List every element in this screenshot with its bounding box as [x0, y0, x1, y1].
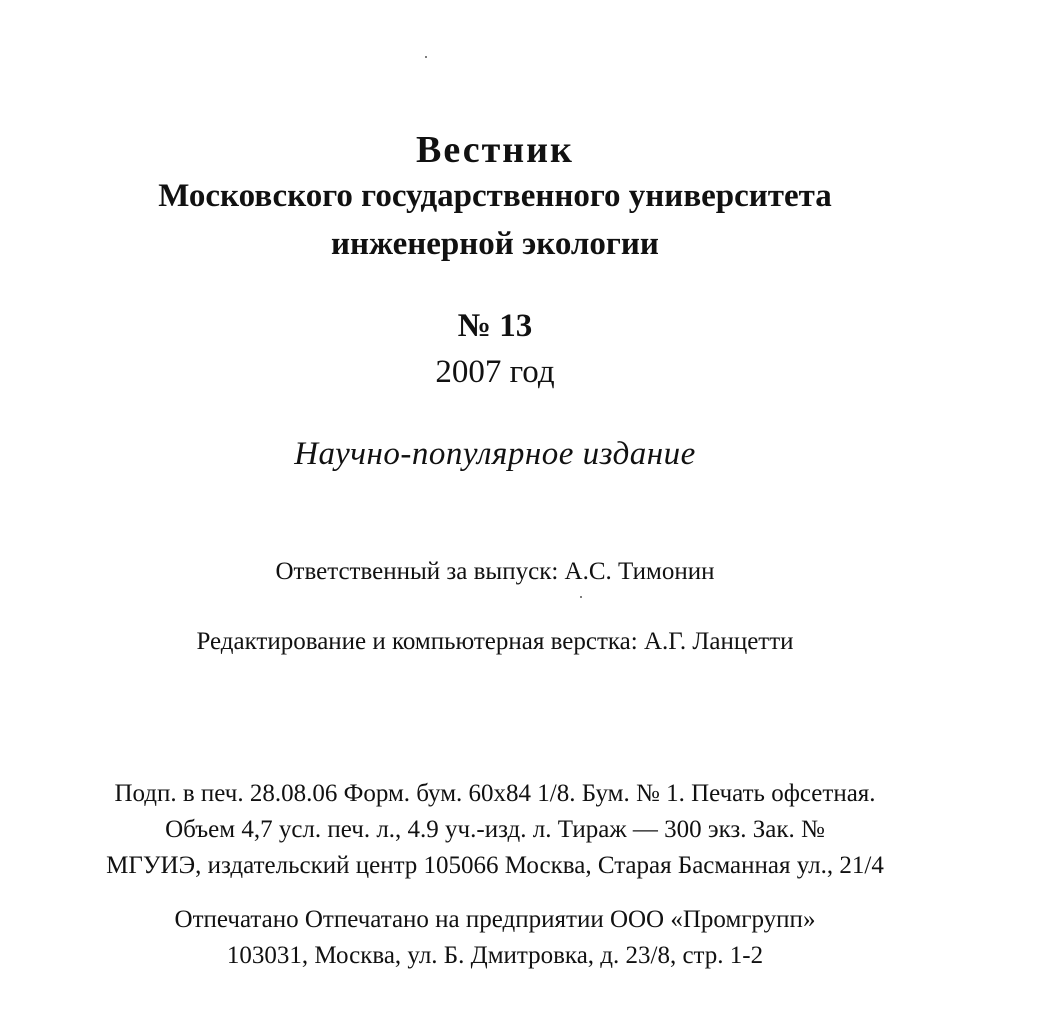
edition-type: Научно-популярное издание: [294, 436, 696, 472]
editing-credit: Редактирование и компьютерная верстка: А.Г. Ланцетти: [196, 628, 794, 655]
journal-subtitle-line-1: Московского государственного университета: [158, 178, 832, 214]
issue-number: № 13: [457, 308, 533, 344]
printer-line-1: Отпечатано Отпечатано на предприятии ООО «Промгрупп»: [174, 906, 816, 933]
journal-subtitle-line-2: инженерной экологии: [331, 226, 659, 262]
issue-year: 2007 год: [435, 354, 555, 390]
journal-title: Вестник: [416, 129, 574, 171]
responsible-credit: Ответственный за выпуск: А.С. Тимонин: [275, 558, 715, 585]
printer-line-2: 103031, Москва, ул. Б. Дмитровка, д. 23/8, стр. 1-2: [226, 942, 764, 969]
scan-speck: [425, 56, 427, 58]
scan-speck: [580, 596, 582, 598]
imprint-line-2: Объем 4,7 усл. печ. л., 4.9 уч.-изд. л. Тираж — 300 экз. Зак. №: [165, 816, 825, 843]
imprint-line-3: МГУИЭ, издательский центр 105066 Москва, Старая Басманная ул., 21/4: [106, 852, 884, 879]
imprint-line-1: Подп. в печ. 28.08.06 Форм. бум. 60x84 1/8. Бум. № 1. Печать офсетная.: [114, 780, 876, 807]
